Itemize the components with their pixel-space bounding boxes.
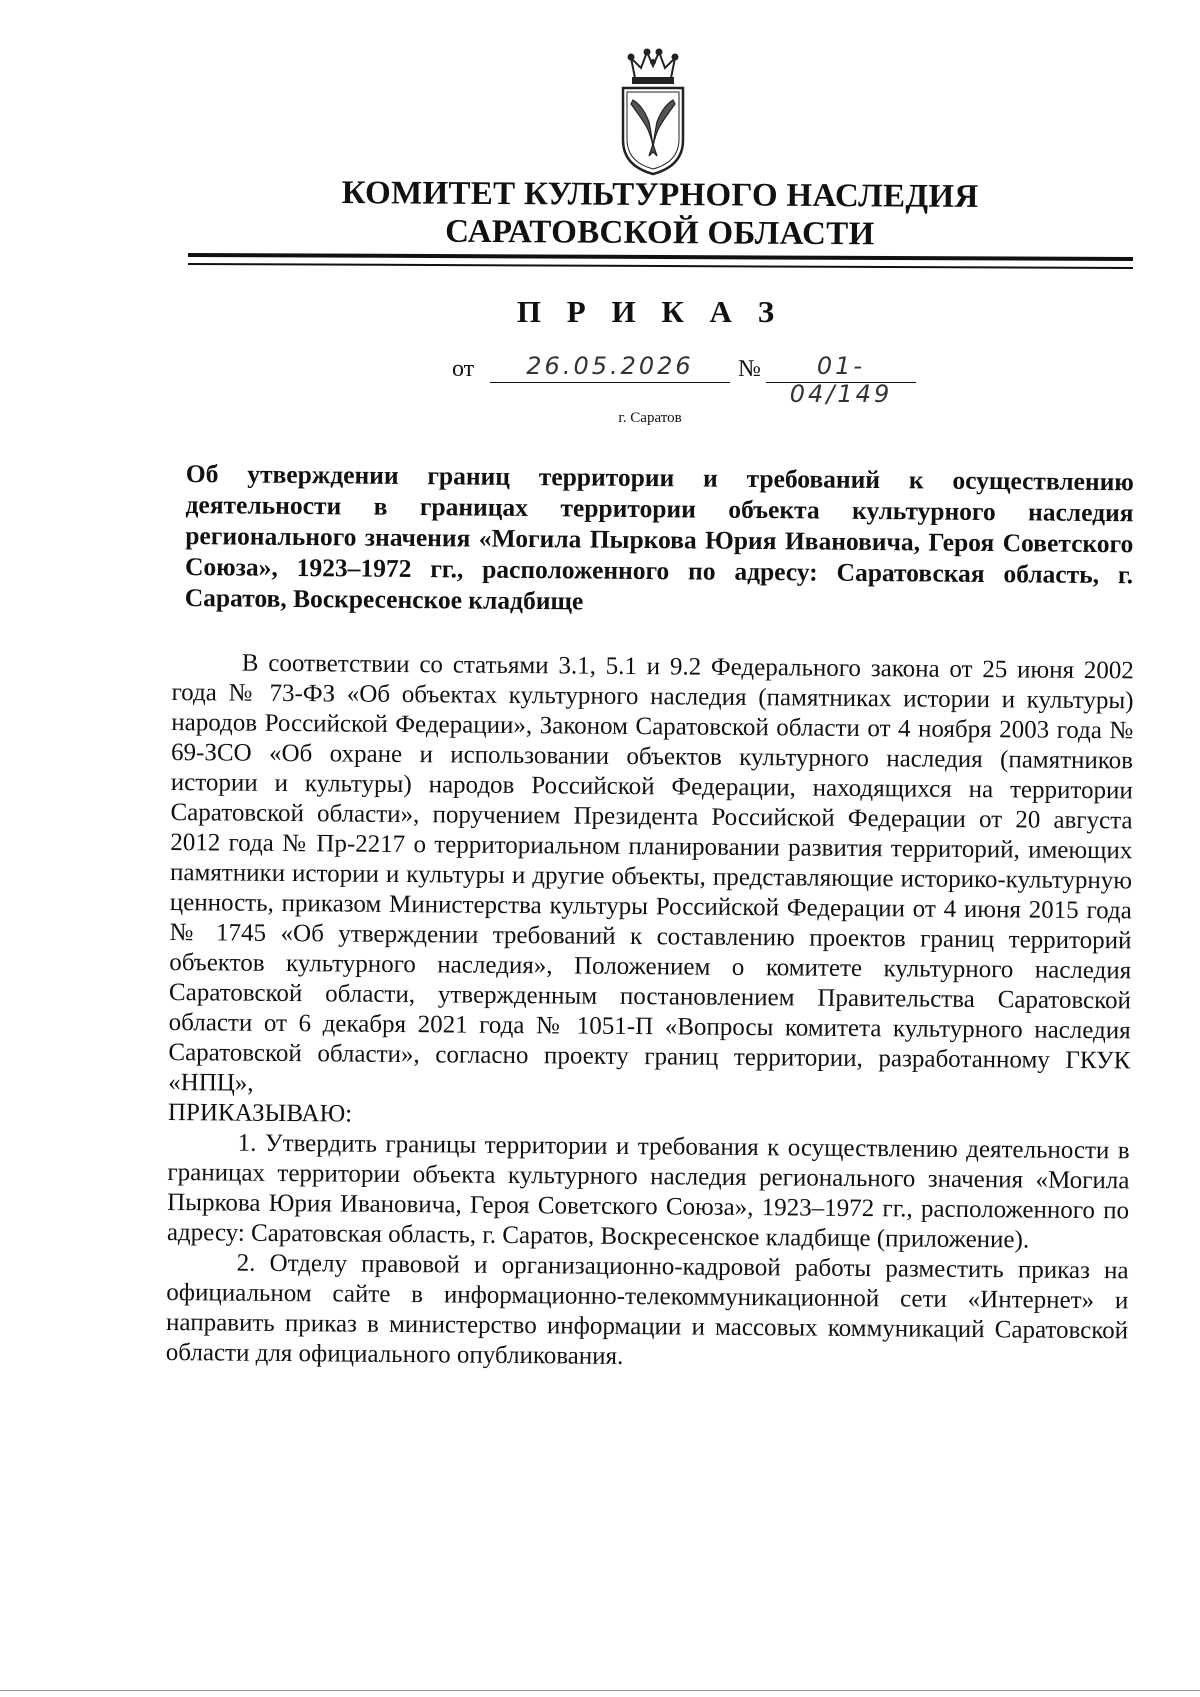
issue-city: г. Саратов	[618, 410, 682, 426]
order-item-2: 2. Отделу правовой и организационно-кадровой работы разместить приказ на официальном сайте в информационно-телекоммуникационной сети «Интернет» и направить приказ в министерство информации и массовых коммуникаций Саратовской области для официального опубликования.	[165, 1249, 1129, 1370]
scan-edge-line	[0, 1690, 1200, 1691]
organization-name	[300, 174, 1020, 254]
order-number: 01-04/149	[766, 352, 916, 383]
preamble-paragraph: В соответствии со статьями 3.1, 5.1 и 9.2 Федерального закона от 25 июня 2002 года № 73-ФЗ «Об объектах культурного наследия (памятниках истории и культуры) народов Российской Федерации», Законом Саратовской области от 4 ноября 2003 года № 69-ЗСО «Об охране и использовании объектов культурного наследия (памятников истории и культуры) народов Российской Федерации, находящихся на территории Саратовской области», поручением Президента Российской Федерации от 20 августа 2012 года № Пр-2217 о территориальном планировании развития территорий, имеющих памятники истории и культуры и другие объекты, представляющие историко-культурную ценность, приказом Министерства культуры Российской Федерации от 4 июня 2015 года № 1745 «Об утверждении требований к составлению проектов границ территорий объектов культурного наследия», Положением о комитете культурного наследия Саратовской области, утвержденным постановлением Правительства Саратовской области от 6 декабря 2021 года № 1051-П «Вопросы комитета культурного наследия Саратовской области», согласно проекту границ территории, разработанному ГКУК «НПЦ»,	[168, 649, 1134, 1097]
date-prefix: от	[452, 356, 475, 382]
org-name-line-1: КОМИТЕТ КУЛЬТУРНОГО НАСЛЕДИЯ	[341, 175, 979, 215]
saratov-oblast-coat-of-arms-icon	[617, 48, 689, 176]
document-type-heading: П Р И К А З	[516, 294, 784, 329]
order-item-1: 1. Утвердить границы территории и требования к осуществлению деятельности в границах территории объекта культурного наследия регионального значения «Могила Пыркова Юрия Ивановича, Героя Советского Союза», 1923–1972 гг., расположенного по адресу: Саратовская область, г. Саратов, Воскресенское кладбище (приложение).	[166, 1129, 1130, 1254]
order-date: 26.05.2026	[490, 352, 730, 383]
header-rule-thin	[188, 263, 1133, 269]
date-number-line	[452, 352, 952, 408]
header-rule-thick	[188, 253, 1133, 261]
order-directive-word: ПРИКАЗЫВАЮ:	[167, 1098, 353, 1128]
org-name-line-2: САРАТОВСКОЙ ОБЛАСТИ	[445, 213, 875, 253]
order-body	[166, 648, 1134, 1376]
number-sign: №	[738, 356, 761, 382]
order-title: Об утверждении границ территории и требований к осуществлению деятельности в границах территории объекта культурного наследия регионального значения «Могила Пыркова Юрия Ивановича, Героя Советского Союза», 1923–1972 гг., расположенного по адресу: Саратовская область, г. Саратов, Воскресенское кладбище	[184, 458, 1134, 616]
